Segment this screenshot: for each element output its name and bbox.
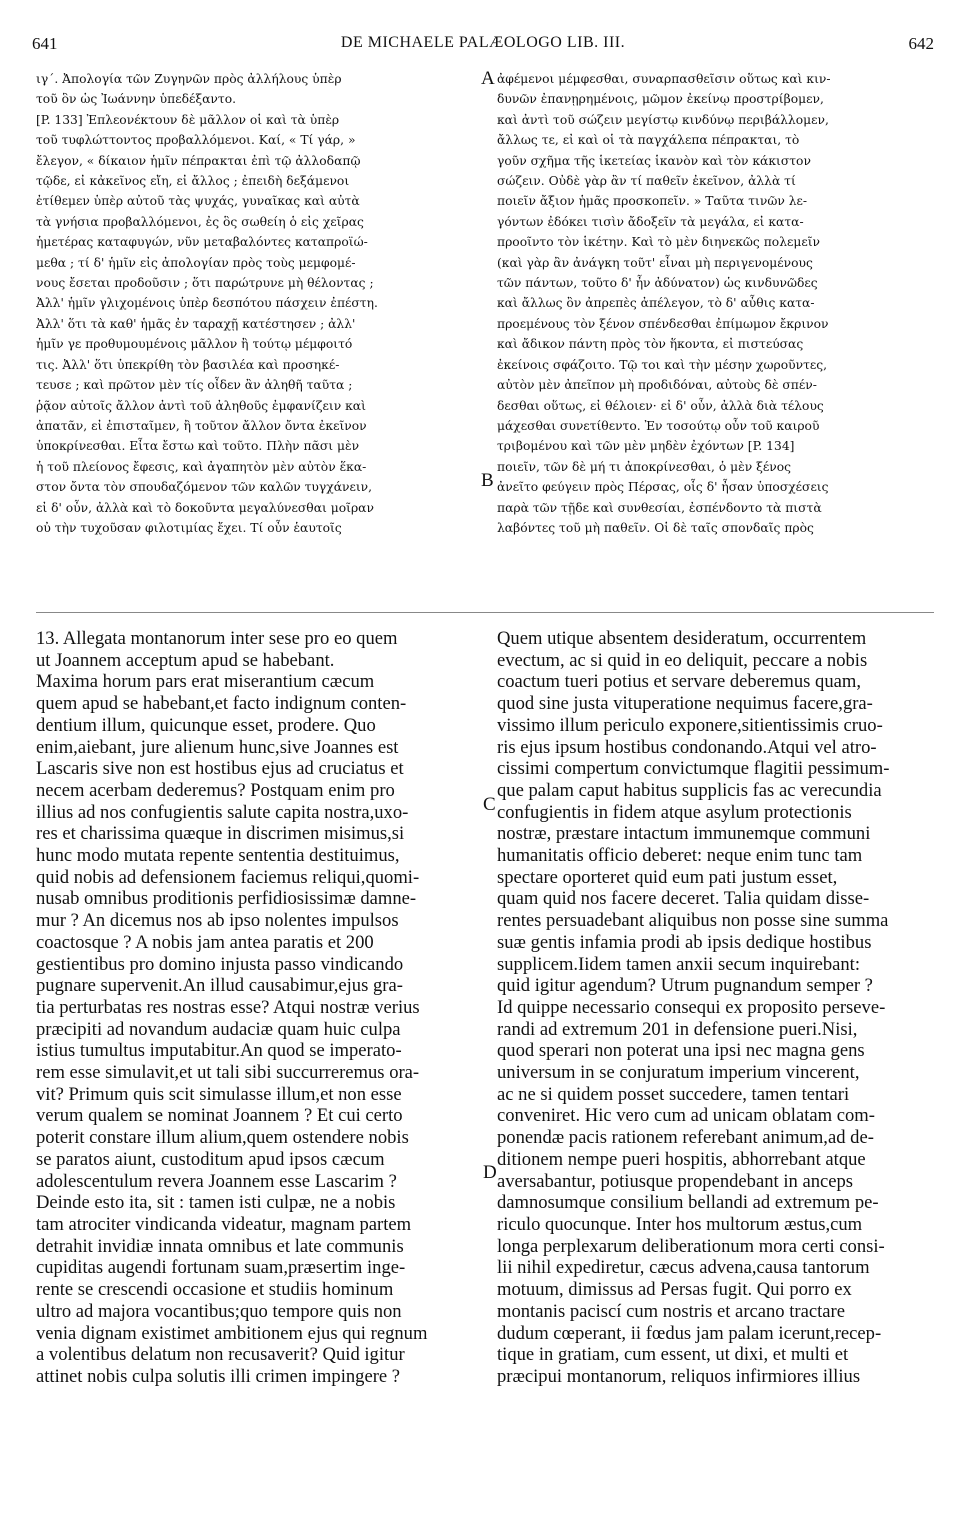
text-line: confugientis in fidem atque asylum protectionis <box>497 801 852 823</box>
text-line: καὶ ἄδικον πάντη πρὸς τὸν ἥκοντα, εἰ πιστεύσας <box>497 337 804 352</box>
text-line: ποιεῖν ἄξιον ἡμᾶς προσκοπεῖν. » Ταῦτα τινῶν λε- <box>497 194 808 209</box>
text-line: ac ne si quidem posset succedere, tamen tentari <box>497 1083 850 1105</box>
text-line: gestientibus pro domino injusta passo vindicando <box>36 953 404 975</box>
text-line: ἀνεῖτο φεύγειν πρὸς Πέρσας, οἷς δ' ἦσαν ὑποσχέσεις <box>497 480 829 495</box>
text-line: ὑποκρίνεσθαι. Εἶτα ἔστω καὶ τοῦτο. Πλὴν πᾶσι μὲν <box>36 439 360 454</box>
text-line: tique in gratiam, cum essent, ut dixi, et multi et <box>497 1344 849 1366</box>
text-line: a volentibus delatum non recusaverit? Quid igitur <box>36 1344 405 1366</box>
text-line: ut Joannem acceptum apud se habebant. <box>36 649 335 671</box>
text-line: nusab omnibus proditionis perfidiosissimæ damne- <box>36 888 417 910</box>
text-line: 13. Allegata montanorum inter sese pro eo quem <box>36 628 398 649</box>
text-line: προοῖντο τὸν ἱκέτην. Καὶ τὸ μὲν διηνεκῶς πολεμεῖν <box>497 235 821 250</box>
text-line: dudum cœperant, ii fœdus jam palam icerunt,recep- <box>497 1322 882 1344</box>
text-line: ponendæ pacis rationem referebant animum,ad de- <box>497 1127 874 1149</box>
text-line: [P. 133] Ἐπλεονέκτουν δὲ μᾶλλον οἱ καὶ τὰ ὑπὲρ <box>36 112 340 127</box>
text-line: Ἀλλ' ἡμῖν γλιχομένοις ὑπὲρ δεσπότου πάσχειν ἐπέστη. <box>36 296 378 311</box>
text-line: ποιεῖν, τῶν δὲ μή τι ἀποκρίνεσθαι, ὁ μὲν ξένος <box>497 459 792 474</box>
text-line: (καὶ γὰρ ἂν ἀνάγκη τοῦτ' εἶναι μὴ περιγενομένους <box>497 255 813 270</box>
text-line: ultro ad majora vocantibus;quo tempore quis non <box>36 1300 402 1322</box>
text-line: cissimi compertum convictumque flagitii pessimum- <box>497 758 890 780</box>
text-line: γοῦν σχῆμα τῆς ἱκετείας ἱκανὸν καὶ τὸν κάκιστον <box>497 153 811 168</box>
page-header <box>32 34 934 58</box>
text-line: Ἀλλ' ὅτι τὰ καθ' ἡμᾶς ἐν ταραχῇ κατέστησεν ; ἀλλ' <box>36 316 356 331</box>
text-line: damnosumque consilium bellandi ad extremum pe- <box>497 1192 879 1214</box>
text-line: ἡ τοῦ πλείονος ἔφεσις, καὶ ἀγαπητὸν μὲν αὐτὸν ἕκα- <box>36 459 367 474</box>
page-number-right: 642 <box>908 34 934 53</box>
text-line: supplicem.Iidem tamen anxii secum inquirebant: <box>497 953 860 975</box>
margin-letter-a: A <box>481 68 495 89</box>
text-line: τοῦ ὃν ὡς Ἰωάννην ὑπεδέξαντο. <box>36 92 237 107</box>
text-line: coactosque ? A nobis jam antea paratis et 200 <box>36 931 374 953</box>
latin-column-left <box>36 628 482 1388</box>
text-line: vit? Primum quis scit simulasse illum,et non esse <box>36 1083 402 1105</box>
text-line: οὐ τὴν τυχοῦσαν φιλοτιμίας ἔχει. Τί οὖν ἑαυτοῖς <box>36 520 342 535</box>
text-line: quid igitur agendum? Utrum pugnandum semper ? <box>497 975 873 997</box>
text-line: λαβόντες τοῦ μὴ παθεῖν. Οἱ δὲ ταῖς σπονδαῖς πρὸς <box>497 520 814 535</box>
text-line: rentes persuadebant aliquibus non posse sine summa <box>497 910 889 932</box>
text-line: istius tumultus imputabitur.An quod se imperato- <box>36 1040 402 1062</box>
text-line: poterit constare illum alium,quem ostendere nobis <box>36 1127 409 1149</box>
text-line: δυνῶν ἐπανῃρημένοις, μῶμον ἐκείνῳ προστρίβομεν, <box>497 92 824 107</box>
text-line: τοῦ τυφλώττοντος προβαλλόμενοι. Καί, « Τί γάρ, » <box>36 133 356 148</box>
text-line: παρὰ τῶν τῇδε καὶ συνθεσίαι, ἐσπένδοντο τὰ πιστὰ <box>497 500 822 515</box>
text-line: τῷδε, εἰ κἀκεῖνος εἴη, εἰ ἄλλος ; ἐπειδὴ δεξάμενοι <box>36 174 350 189</box>
text-line: τις. Ἀλλ' ὅτι ὑπεκρίθη τὸν βασιλέα καὶ προσηκέ- <box>36 357 340 372</box>
margin-letter-d: D <box>483 1162 497 1183</box>
text-line: cupiditas augendi fortunam suam,præsertim inge- <box>36 1257 406 1279</box>
text-line: Quem utique absentem desideratum, occurrentem <box>497 628 867 649</box>
text-line: universum in se conjuratum imperium vincerent, <box>497 1062 860 1084</box>
text-line: necem acerbam dederemus? Postquam enim pro <box>36 779 395 801</box>
text-line: στον ὄντα τὸν σπουδαζόμενον τῶν καλῶν τυγχάνειν, <box>36 480 373 495</box>
text-line: montanis paciscí cum nostris et arcano tractare <box>497 1300 845 1322</box>
page-number-left: 641 <box>32 34 58 53</box>
text-line: γόντων ἐδόκει τισὶν ἄδοξεῖν τὰ μεγάλα, εἰ κατα- <box>497 214 804 229</box>
text-line: τευσε ; καὶ πρῶτον μὲν τίς οἶδεν ἂν ἀληθῆ ταῦτα ; <box>36 378 353 393</box>
text-line: verum qualem se nominat Joannem ? Et cui certo <box>36 1105 403 1127</box>
text-line: ris ejus ipsum hostibus condonando.Atqui vel atro- <box>497 736 877 758</box>
text-line: riculo quocunque. Inter hos multorum æstus,cum <box>497 1213 863 1235</box>
text-line: mur ? An dicemus nos ab ipso nolentes impulsos <box>36 910 399 932</box>
text-line: venia dignam existimet ambitionem ejus qui regnum <box>36 1322 428 1344</box>
text-line: Maxima horum pars erat miserantium cæcum <box>36 671 375 693</box>
text-line: tia perturbatas res nostras esse? Atqui nostræ verius <box>36 996 420 1018</box>
text-line: quod sperari non poterat una ipsi nec magna gens <box>497 1040 865 1062</box>
text-line: se paratos aiunt, custoditum apud ipsos cæcum <box>36 1148 385 1170</box>
text-line: attinet nobis culpa solutis illi crimen impingere ? <box>36 1365 401 1387</box>
text-line: longa perplexarum deliberationum mora certi consi- <box>497 1235 885 1257</box>
text-line: τριβομένου καὶ τῶν μὲν μηδὲν ἐχόντων [P. 134] <box>497 439 795 454</box>
greek-column-right <box>497 69 933 538</box>
text-line: ditionem nempe pueri hospitis, abhorrebant atque <box>497 1148 866 1170</box>
text-line: quid nobis ad defensionem faciemus reliqui,quomi- <box>36 866 420 888</box>
section-divider <box>36 612 934 613</box>
text-line: ἐτίθεμεν ὑπὲρ αὐτοῦ τὰς ψυχάς, γυναῖκας καὶ αὐτὰ <box>36 194 360 209</box>
text-line: randi ad extremum 201 in defensione pueri.Nisi, <box>497 1018 858 1040</box>
text-line: humanitatis officio deberet: neque enim tunc tam <box>497 845 863 867</box>
text-line: hunc modo mutata repente sententia destituimus, <box>36 845 400 867</box>
text-line: ιγ΄. Ἀπολογία τῶν Ζυγηνῶν πρὸς ἀλλήλους ὑπὲρ <box>36 72 342 86</box>
text-line: ἀφέμενοι μέμφεσθαι, συναρπασθεῖσιν οὕτως καὶ κιν- <box>497 72 831 86</box>
margin-letter-b: B <box>481 470 494 491</box>
text-line: τὰ γνήσια προβαλλόμενοι, ἐς ὃς σωθείη ὁ εἰς χεῖρας <box>36 214 364 229</box>
text-line: εἰ δ' οὖν, ἀλλὰ καὶ τὸ δοκοῦντα μεγαλύνεσθαι μοῖραν <box>36 500 374 515</box>
text-line: ἔλεγον, « δίκαιον ἡμῖν πέπρακται ἐπὶ τῷ ἀλλοδαπῷ <box>36 153 361 168</box>
text-line: quam quid nos facere deceret. Talia quidam disse- <box>497 888 870 910</box>
greek-column-left <box>36 69 476 538</box>
text-line: μάχεσθαι συνετίθεντο. Ἐν τοσούτῳ οὖν τοῦ καιροῦ <box>497 418 820 433</box>
text-line: αὐτὸν μὲν ἀπεῖπον μὴ προδιδόναι, αὐτοὺς δὲ σπέν- <box>497 378 817 393</box>
text-line: ἡμετέρας καταφυγών, νῦν μεταβαλόντες καταπροϊώ- <box>36 235 368 250</box>
text-line: rem esse simulavit,et ut tali sibi succurreremus ora- <box>36 1062 420 1084</box>
text-line: Lascaris sive non est hostibus ejus ad cruciatus et <box>36 758 404 780</box>
text-line: præcipiti ad novandum audaciæ quam huic culpa <box>36 1018 401 1040</box>
text-line: evectum, ac si quid in eo deliquit, peccare a nobis <box>497 649 868 671</box>
text-line: que palam caput habitus supplicis fas ac verecundia <box>497 779 882 801</box>
running-title: DE MICHAELE PALÆOLOGO LIB. III. <box>340 34 626 51</box>
text-line: ἀπατᾶν, εἰ ἐπισταῖμεν, ἢ τοῦτον ἄλλον ὄντα ἐκεῖνον <box>36 418 367 433</box>
text-line: illius ad nos confugientis salute capita nostra,uxo- <box>36 801 409 823</box>
margin-letter-c: C <box>483 794 496 815</box>
text-line: καὶ ἄλλως ὂν ἀπρεπὲς ἀπέλεγον, τὸ δ' αὖθις κατα- <box>497 296 815 311</box>
latin-column-right <box>497 628 935 1388</box>
text-line: vissimo illum periculo exponere,sitientissimis cruo- <box>497 714 883 736</box>
text-line: tam atrociter vindicanda videatur, magnam partem <box>36 1213 412 1235</box>
text-line: Id quippe necessario consequi ex proposito perseve- <box>497 996 886 1018</box>
text-line: lii nihil expediretur, cæcus advena,causa tantorum <box>497 1257 870 1279</box>
text-line: enim,aiebant, jure alienum hunc,sive Joannes est <box>36 736 399 758</box>
text-line: adolescentulum revera Joannem esse Lascarim ? <box>36 1170 397 1192</box>
text-line: quod sine justa vituperatione nequimus facere,gra- <box>497 693 873 715</box>
text-line: Deinde esto ita, sit : tamen isti culpæ, ne a nobis <box>36 1192 396 1214</box>
text-line: nostræ, præstare intactum immunemque communi <box>497 823 871 845</box>
text-line: aversabantur, potiusque propendebant in anceps <box>497 1170 854 1192</box>
text-line: προεμένους τὸν ξένον σπένδεσθαι ἐπίμωμον ἔκρινον <box>497 316 829 331</box>
text-line: conveniret. Hic vero cum ad unicam oblatam com- <box>497 1105 875 1127</box>
text-line: μεθα ; τί δ' ἡμῖν εἰς ἀπολογίαν πρὸς τοὺς μεμφομέ- <box>36 255 356 270</box>
text-line: spectare oporteret quid eum pati justum esset, <box>497 866 838 888</box>
text-line: detrahit invidiæ innata omnibus et late communis <box>36 1235 404 1257</box>
text-line: pugnare supervenit.An illud causabimur,ejus gra- <box>36 975 403 997</box>
text-line: coactum tueri potius et servare deberemus quam, <box>497 671 861 693</box>
text-line: σώζειν. Οὐδὲ γὰρ ἂν τί παθεῖν ἐκεῖνον, ἀλλὰ τί <box>497 174 796 189</box>
text-line: ἄλλως τε, εἰ καὶ οἱ τὰ παγχάλεπα πέπρακται, τὸ <box>497 133 800 148</box>
text-line: suæ gentis infamia prodi ab ipsis dedique hostibus <box>497 931 872 953</box>
text-line: δεσθαι οὕτως, εἰ θέλοιεν· εἰ δ' οὖν, ἀλλὰ διὰ τέλους <box>497 398 824 413</box>
text-line: ἐκείνοις σφάζοιτο. Τῷ τοι καὶ τὴν μέσην χωροῦντες, <box>497 357 828 372</box>
text-line: præcipui montanorum, reliquos infirmiores illius <box>497 1365 861 1387</box>
text-line: νους ἔσεται προδοῦσιν ; ὅτι παρώτρυνε μὴ θέλοντας ; <box>36 276 374 291</box>
text-line: dentium illum, quicunque esset, prodere. Quo <box>36 714 376 736</box>
text-line: quem apud se habebant,et facto indignum conten- <box>36 693 407 715</box>
text-line: rente se crescendi occasione et studiis hominum <box>36 1279 394 1301</box>
text-line: motuum, dimissus ad Persas fugit. Qui porro ex <box>497 1279 852 1301</box>
text-line: ῥᾷον αὐτοῖς ἄλλον ἀντὶ τοῦ ἀληθοῦς ἐμφανίζειν καὶ <box>36 398 366 413</box>
text-line: ἡμῖν γε προθυμουμένοις μᾶλλον ἢ τούτῳ μέμφοιτό <box>36 337 353 352</box>
text-line: καὶ ἀντὶ τοῦ σώζειν μεγίστῳ κινδύνῳ περιβάλλομεν, <box>497 112 829 127</box>
text-line: τῶν πάντων, τοῦτο δ' ἦν ἀδύνατον) ὡς κινδυνῶδες <box>497 276 818 291</box>
text-line: res et charissima quæque in discrimen misimus,si <box>36 823 405 845</box>
